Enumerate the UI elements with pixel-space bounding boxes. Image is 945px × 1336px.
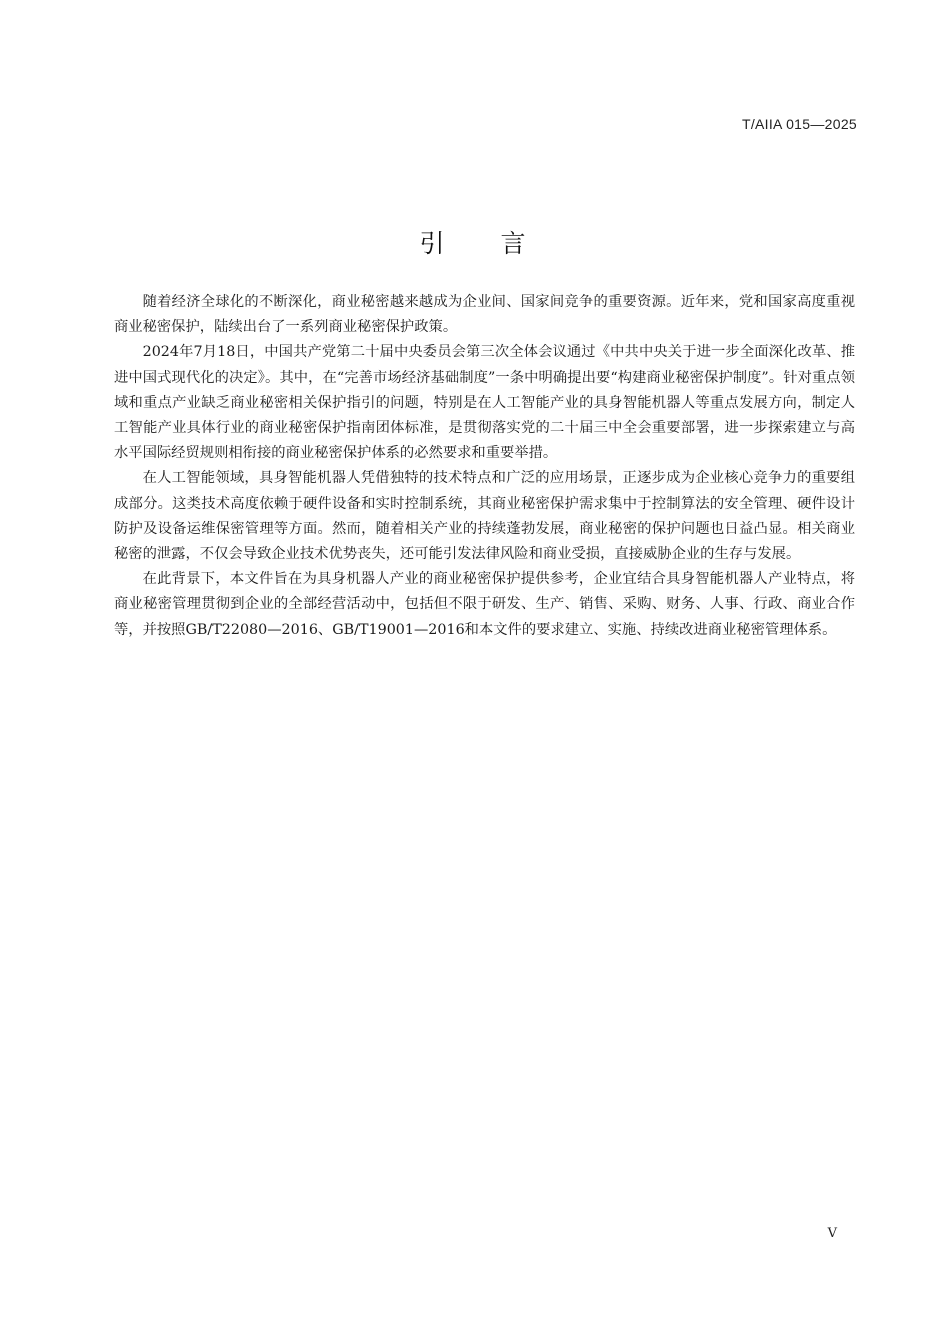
page-title: 引言 (419, 229, 582, 258)
page-number: V (827, 1226, 837, 1241)
introduction-body (114, 290, 855, 643)
paragraph-3: 在人工智能领域，具身智能机器人凭借独特的技术特点和广泛的应用场景，正逐步成为企业核心竞争力的重要组成部分。这类技术高度依赖于硬件设备和实时控制系统，其商业秘密保护需求集中于控制算法的安全管理、硬件设计防护及设备运维保密管理等方面。然而，随着相关产业的持续蓬勃发展，商业秘密的保护问题也日益凸显。相关商业秘密的泄露，不仅会导致企业技术优势丧失，还可能引发法律风险和商业受损，直接威胁企业的生存与发展。 (114, 470, 855, 563)
document-code: T/AIIA 015—2025 (741, 116, 857, 132)
paragraph-4: 在此背景下，本文件旨在为具身机器人产业的商业秘密保护提供参考，企业宜结合具身智能机器人产业特点，将商业秘密管理贯彻到企业的全部经营活动中，包括但不限于研发、生产、销售、采购、财务、人事、行政、商业合作等，并按照GB/T22080—2016、GB/T19001—2016和本文件的要求建立、实施、持续改进商业秘密管理体系。 (114, 571, 855, 638)
paragraph-2: 2024年7月18日，中国共产党第二十届中央委员会第三次全体会议通过《中共中央关于进一步全面深化改革、推进中国式现代化的决定》。其中，在“完善市场经济基础制度”一条中明确提出要“构建商业秘密保护制度”。针对重点领域和重点产业缺乏商业秘密相关保护指引的问题，特别是在人工智能产业的具身智能机器人等重点发展方向，制定人工智能产业具体行业的商业秘密保护指南团体标准，是贯彻落实党的二十届三中全会重要部署，进一步探索建立与高水平国际经贸规则相衔接的商业秘密保护体系的必然要求和重要举措。 (114, 344, 855, 462)
paragraph-1: 随着经济全球化的不断深化，商业秘密越来越成为企业间、国家间竞争的重要资源。近年来，党和国家高度重视商业秘密保护，陆续出台了一系列商业秘密保护政策。 (114, 294, 855, 336)
